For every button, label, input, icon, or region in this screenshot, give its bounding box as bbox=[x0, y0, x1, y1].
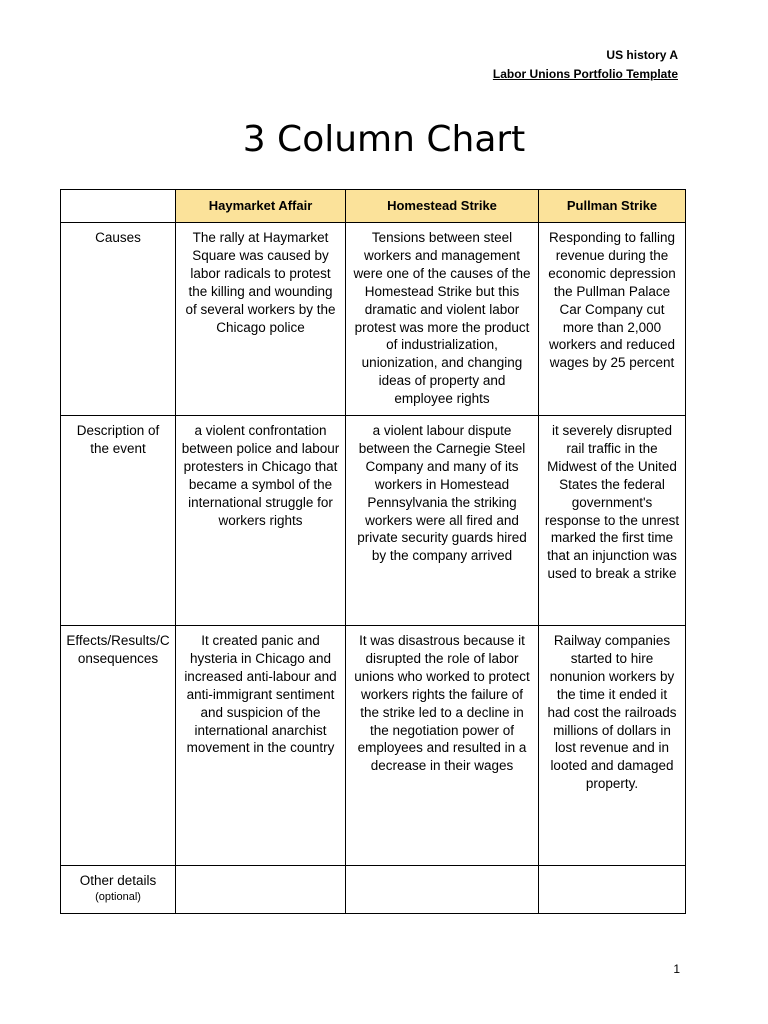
column-header-haymarket: Haymarket Affair bbox=[176, 190, 346, 223]
table-cell[interactable] bbox=[346, 866, 539, 914]
table-cell[interactable] bbox=[176, 866, 346, 914]
page-number: 1 bbox=[673, 962, 680, 976]
template-subtitle: Labor Unions Portfolio Template bbox=[492, 67, 678, 81]
column-header-homestead: Homestead Strike bbox=[346, 190, 539, 223]
table-cell[interactable]: Tensions between steel workers and management were one of the causes of the Homestead Strike but this dramatic and violent labor protest was more the product of industrialization, unionization, and changing ideas of property and employee rights bbox=[346, 223, 539, 416]
document-header bbox=[493, 46, 678, 84]
header-row bbox=[61, 190, 686, 223]
row-label-text: Other details bbox=[79, 873, 157, 888]
table-cell[interactable]: It was disastrous because it disrupted the role of labor unions who worked to protect workers rights the failure of the strike led to a decline in the negotiation power of employees and resulted in a decrease in their wages bbox=[346, 626, 539, 866]
table-row-other-details bbox=[61, 866, 686, 914]
row-label-other-details bbox=[61, 866, 176, 914]
table-cell[interactable] bbox=[539, 866, 686, 914]
course-name: US history A bbox=[606, 48, 678, 62]
row-label-description: Description of the event bbox=[61, 416, 176, 626]
table-cell[interactable]: a violent labour dispute between the Carnegie Steel Company and many of its workers in Homestead Pennsylvania the striking workers were all fired and private security guards hired by the company arrived bbox=[346, 416, 539, 626]
table-cell[interactable]: a violent confrontation between police and labour protesters in Chicago that became a symbol of the international struggle for workers rights bbox=[176, 416, 346, 626]
table-row-description bbox=[61, 416, 686, 626]
table-cell[interactable]: The rally at Haymarket Square was caused by labor radicals to protest the killing and wounding of several workers by the Chicago police bbox=[176, 223, 346, 416]
table-cell[interactable]: it severely disrupted rail traffic in the Midwest of the United States the federal government's response to the unrest marked the first time that an injunction was used to break a strike bbox=[539, 416, 686, 626]
page-title: 3 Column Chart bbox=[242, 119, 526, 160]
column-header-pullman: Pullman Strike bbox=[539, 190, 686, 223]
table-cell[interactable]: Responding to falling revenue during the economic depression the Pullman Palace Car Company cut more than 2,000 workers and reduced wages by 25 percent bbox=[539, 223, 686, 416]
corner-cell bbox=[61, 190, 176, 223]
row-label-effects: Effects/Results/Consequences bbox=[61, 626, 176, 866]
table-cell[interactable]: It created panic and hysteria in Chicago and increased anti-labour and anti-immigrant sentiment and suspicion of the international anarchist movement in the country bbox=[176, 626, 346, 866]
three-column-chart bbox=[60, 189, 686, 914]
table-row-causes bbox=[61, 223, 686, 416]
optional-note: (optional) bbox=[95, 890, 141, 903]
table-cell[interactable]: Railway companies started to hire nonunion workers by the time it ended it had cost the railroads millions of dollars in lost revenue and in looted and damaged property. bbox=[539, 626, 686, 866]
row-label-causes: Causes bbox=[61, 223, 176, 416]
table-row-effects bbox=[61, 626, 686, 866]
